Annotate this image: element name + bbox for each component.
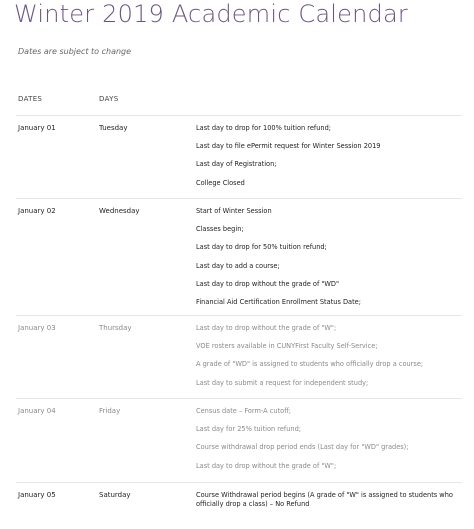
column-header-dates: DATES <box>18 95 43 103</box>
row-events <box>196 407 462 480</box>
page-subtitle: Dates are subject to change <box>18 47 132 56</box>
event-item: A grade of "WD" is assigned to students who officially drop a course; <box>196 360 424 369</box>
event-item: Last day for 25% tuition refund; <box>196 425 302 434</box>
row-divider <box>16 398 462 399</box>
row-date: January 05 <box>18 491 56 499</box>
row-events <box>196 324 462 397</box>
row-events <box>196 124 462 197</box>
row-day: Thursday <box>99 324 132 332</box>
event-item: Last day to drop without the grade of "W"; <box>196 324 337 332</box>
event-item: Last day of Registration; <box>196 160 277 169</box>
event-item: Last day to drop for 50% tuition refund; <box>196 243 327 252</box>
event-item: Last day to drop without the grade of "WD" <box>196 279 340 288</box>
row-divider <box>16 115 462 116</box>
event-item: Last day to add a course; <box>196 261 280 270</box>
row-day: Friday <box>99 407 121 415</box>
row-date: January 04 <box>18 407 56 415</box>
row-divider <box>16 198 462 199</box>
row-day: Wednesday <box>99 207 140 215</box>
column-header-days: DAYS <box>99 95 119 103</box>
row-day: Tuesday <box>99 124 128 132</box>
row-events <box>196 207 462 316</box>
event-item: VOE rosters available in CUNYFirst Faculty Self-Service; <box>196 342 378 351</box>
event-item: Last day to submit a request for independent study; <box>196 378 369 387</box>
row-divider <box>16 315 462 316</box>
row-date: January 01 <box>18 124 56 132</box>
row-divider <box>16 482 462 483</box>
event-item: Last day to drop for 100% tuition refund; <box>196 124 331 132</box>
event-item: College Closed <box>196 178 245 187</box>
event-item: Start of Winter Session <box>196 207 272 215</box>
event-item: Course Withdrawal period begins (A grade of "W" is assigned to students who officially drop a class) – No Refund <box>196 491 453 508</box>
event-item: Financial Aid Certification Enrollment Status Date; <box>196 297 361 306</box>
row-date: January 02 <box>18 207 56 215</box>
event-item: Census date – Form-A cutoff; <box>196 407 291 415</box>
event-item: Course withdrawal drop period ends (Last day for "WD" grades); <box>196 443 409 452</box>
event-item: Classes begin; <box>196 225 244 234</box>
row-events <box>196 491 462 518</box>
row-day: Saturday <box>99 491 131 499</box>
event-item: Last day to drop without the grade of "W"; <box>196 461 337 470</box>
event-item: Last day to file ePermit request for Winter Session 2019 <box>196 142 381 151</box>
page-title: Winter 2019 Academic Calendar <box>14 0 408 28</box>
row-date: January 03 <box>18 324 56 332</box>
